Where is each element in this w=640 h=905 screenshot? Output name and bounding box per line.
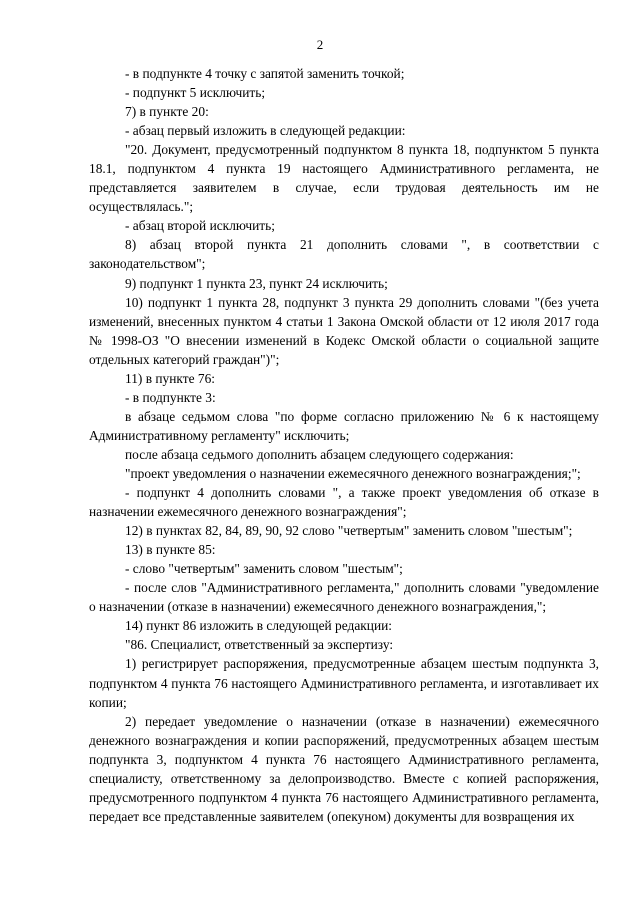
- paragraph: - в подпункте 4 точку с запятой заменить точкой;: [125, 66, 405, 81]
- paragraph: - абзац первый изложить в следующей редакции:: [125, 123, 406, 139]
- paragraph: 13) в пункте 85:: [125, 542, 216, 558]
- paragraph: 10) подпункт 1 пункта 28, подпункт 3 пункта 29 дополнить словами "(без учета изменений, внесенных пунктом 4 статьи 1 Закона Омской области от 12 июля 2017 года № 1998-ОЗ "О внесении изменений в Кодекс Омской области о социальной защите отдельных категорий граждан")";: [89, 294, 599, 367]
- paragraph: - абзац второй исключить;: [125, 218, 275, 234]
- paragraph: 7) в пункте 20:: [125, 104, 209, 120]
- paragraph: - в подпункте 3:: [125, 389, 216, 405]
- paragraph: 1) регистрирует распоряжения, предусмотренные абзацем шестым подпункта 3, подпунктом 4 пункта 76 настоящего Административного регламента, и изготавливает их копии;: [89, 656, 599, 710]
- paragraph: "86. Специалист, ответственный за экспертизу:: [125, 637, 394, 653]
- page-number: 2: [316, 37, 324, 52]
- paragraph: 12) в пунктах 82, 84, 89, 90, 92 слово "четвертым" заменить словом "шестым";: [125, 523, 573, 539]
- paragraph: после абзаца седьмого дополнить абзацем следующего содержания:: [125, 446, 514, 462]
- paragraph: 2) передает уведомление о назначении (отказе в назначении) ежемесячного денежного вознаграждения и копии распоряжений, предусмотренных абзацем шестым подпункта 3, подпунктом 4 пункта 76 настоящего Административного регламента, специалисту, ответственному за делопроизводство. Вместе с копией распоряжения, предусмотренного подпунктом 4 пункта 76 настоящего Административного регламента, передает все представленные заявителем (опекуном) документы для возвращения их: [89, 713, 599, 824]
- paragraph: в абзаце седьмом слова "по форме согласно приложению № 6 к настоящему Административному регламенту" исключить;: [89, 408, 599, 443]
- paragraph: - подпункт 4 дополнить словами ", а также проект уведомления об отказе в назначении ежемесячного денежного вознаграждения";: [89, 485, 599, 520]
- paragraph: "проект уведомления о назначении ежемесячного денежного вознаграждения;";: [125, 465, 581, 481]
- paragraph: 8) абзац второй пункта 21 дополнить словами ", в соответствии с законодательством";: [89, 237, 599, 272]
- paragraph: - слово "четвертым" заменить словом "шестым";: [125, 561, 403, 577]
- paragraph: 11) в пункте 76:: [125, 370, 215, 386]
- paragraph: - подпункт 5 исключить;: [125, 85, 266, 101]
- paragraph: 14) пункт 86 изложить в следующей редакции:: [125, 618, 393, 634]
- paragraph: "20. Документ, предусмотренный подпунктом 8 пункта 18, подпунктом 5 пункта 18.1, подпунктом 4 пункта 19 настоящего Административного регламента, не представляется заявителем в случае, если трудовая деятельность им не осуществлялась.";: [89, 142, 599, 215]
- paragraph: - после слов "Административного регламента," дополнить словами "уведомление о назначении (отказе в назначении) ежемесячного денежного вознаграждения,";: [89, 580, 599, 615]
- document-body: [89, 64, 599, 826]
- paragraph: 9) подпункт 1 пункта 23, пункт 24 исключить;: [125, 275, 388, 291]
